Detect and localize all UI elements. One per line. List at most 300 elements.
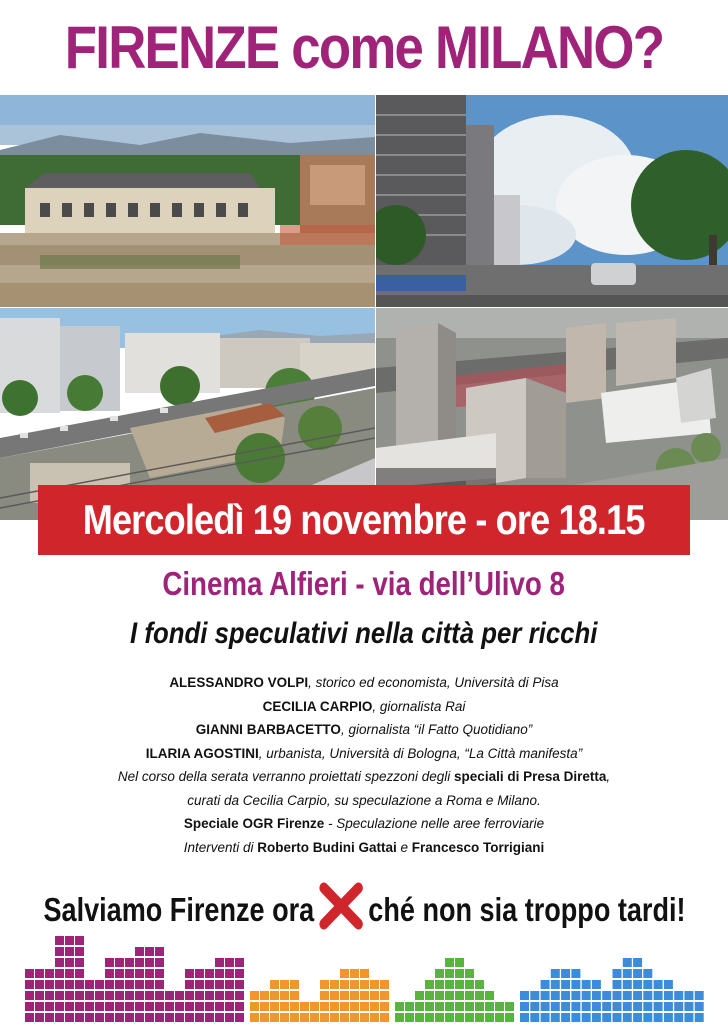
- skyline-block: [633, 958, 642, 967]
- skyline-block: [45, 1013, 54, 1022]
- note-text-2: curati da Cecilia Carpio, su speculazione a Roma e Milano.: [187, 792, 541, 808]
- skyline-block: [360, 969, 369, 978]
- skyline-block: [551, 1002, 560, 1011]
- skyline-block: [105, 991, 114, 1000]
- speaker-role: , storico ed economista, Università di Pisa: [308, 675, 559, 690]
- note-comma: ,: [606, 769, 611, 784]
- skyline-block: [541, 1013, 550, 1022]
- speaker-role: , urbanista, Università di Bologna, “La Città manifesta”: [258, 745, 583, 761]
- skyline-block: [465, 1002, 474, 1011]
- skyline-block: [455, 969, 464, 978]
- skyline-block: [582, 980, 591, 989]
- skyline-block: [135, 980, 144, 989]
- skyline-block: [115, 1013, 124, 1022]
- skyline-block: [520, 1013, 529, 1022]
- skyline-block: [495, 1002, 504, 1011]
- skyline-block: [455, 1002, 464, 1011]
- skyline-block: [55, 936, 64, 945]
- slogan-left: Salviamo Firenze ora: [42, 891, 314, 928]
- skyline-block: [623, 969, 632, 978]
- skyline-block: [115, 969, 124, 978]
- skyline-block: [260, 1002, 269, 1011]
- skyline-block: [330, 980, 339, 989]
- skyline-block: [350, 991, 359, 1000]
- skyline-block: [35, 991, 44, 1000]
- skyline-block: [613, 969, 622, 978]
- skyline-block: [684, 1002, 693, 1011]
- skyline-block: [270, 1002, 279, 1011]
- skyline-block: [45, 980, 54, 989]
- skyline-block: [571, 1002, 580, 1011]
- skyline-block: [551, 980, 560, 989]
- skyline-block: [633, 980, 642, 989]
- skyline-block: [340, 1002, 349, 1011]
- skyline-block: [455, 980, 464, 989]
- skyline-block: [25, 980, 34, 989]
- skyline-block: [215, 958, 224, 967]
- skyline-block: [674, 991, 683, 1000]
- intervention-name-1: Roberto Budini Gattai: [257, 839, 397, 855]
- skyline-block: [35, 969, 44, 978]
- skyline-block: [135, 1002, 144, 1011]
- skyline-block: [280, 980, 289, 989]
- skyline-block: [75, 958, 84, 967]
- skyline-block: [125, 1013, 134, 1022]
- speaker-role: , giornalista “il Fatto Quotidiano”: [340, 722, 533, 737]
- skyline-block: [643, 969, 652, 978]
- skyline-block: [530, 1013, 539, 1022]
- skyline-block: [320, 991, 329, 1000]
- skyline-block: [475, 980, 484, 989]
- skyline-block: [105, 980, 114, 989]
- skyline-block: [340, 1013, 349, 1022]
- skyline-block: [551, 1013, 560, 1022]
- skyline-block: [643, 1013, 652, 1022]
- skyline-block: [582, 1002, 591, 1011]
- skyline-block: [135, 991, 144, 1000]
- screening-note-line2: [0, 789, 728, 813]
- skyline-block: [215, 980, 224, 989]
- screening-note: [0, 765, 728, 789]
- skyline-block: [330, 1002, 339, 1011]
- venue-text: Cinema Alfieri - via dell’Ulivo 8: [162, 565, 566, 602]
- skyline-block: [95, 980, 104, 989]
- skyline-block: [380, 1002, 389, 1011]
- skyline-block: [55, 1002, 64, 1011]
- skyline-block: [592, 1002, 601, 1011]
- skyline-block: [145, 969, 154, 978]
- skyline-block: [465, 991, 474, 1000]
- speaker-name: ALESSANDRO VOLPI: [169, 675, 309, 690]
- skyline-block: [155, 991, 164, 1000]
- skyline-block: [175, 991, 184, 1000]
- skyline-block: [225, 991, 234, 1000]
- skyline-block: [125, 958, 134, 967]
- skyline-block: [270, 991, 279, 1000]
- skyline-block: [684, 1013, 693, 1022]
- date-banner: [38, 485, 690, 555]
- skyline-block: [135, 969, 144, 978]
- skyline-block: [465, 1013, 474, 1022]
- skyline-block: [370, 1013, 379, 1022]
- venue-line: [0, 562, 728, 606]
- skyline-block: [185, 969, 194, 978]
- skyline-block: [475, 1002, 484, 1011]
- photo-collage: [0, 95, 728, 520]
- skyline-block: [105, 1002, 114, 1011]
- skyline-block: [435, 991, 444, 1000]
- skyline-block: [185, 980, 194, 989]
- skyline-block: [215, 991, 224, 1000]
- skyline-block: [571, 991, 580, 1000]
- skyline-block: [145, 1002, 154, 1011]
- skyline-block: [551, 969, 560, 978]
- slogan-right: ché non sia troppo tardi!: [367, 891, 686, 928]
- skyline-block: [415, 1002, 424, 1011]
- speaker-name: ILARIA AGOSTINI: [145, 745, 259, 761]
- skyline-block: [435, 1013, 444, 1022]
- speaker-name: GIANNI BARBACETTO: [195, 722, 341, 737]
- note-text: Nel corso della serata verranno proiettati spezzoni degli: [117, 769, 455, 784]
- skyline-block: [643, 1002, 652, 1011]
- skyline-block: [55, 1013, 64, 1022]
- skyline-block: [65, 991, 74, 1000]
- skyline-block: [530, 1002, 539, 1011]
- skyline-block: [613, 1013, 622, 1022]
- skyline-block: [205, 1002, 214, 1011]
- skyline-block: [205, 991, 214, 1000]
- skyline-block: [520, 1002, 529, 1011]
- skyline-block: [145, 991, 154, 1000]
- skyline-block: [45, 969, 54, 978]
- skyline-block: [95, 1013, 104, 1022]
- skyline-block: [75, 991, 84, 1000]
- skyline-block: [300, 1013, 309, 1022]
- skyline-block: [350, 1002, 359, 1011]
- skyline-block: [65, 958, 74, 967]
- skyline-block: [475, 991, 484, 1000]
- photo-modern-street: [376, 95, 728, 307]
- skyline-block: [582, 1013, 591, 1022]
- skyline-block: [95, 1002, 104, 1011]
- skyline-block: [85, 1013, 94, 1022]
- skyline-block: [225, 1002, 234, 1011]
- skyline-block: [415, 1013, 424, 1022]
- skyline-block: [360, 1002, 369, 1011]
- skyline-block: [125, 1002, 134, 1011]
- skyline-block: [623, 991, 632, 1000]
- skyline-block: [145, 947, 154, 956]
- skyline-block: [225, 969, 234, 978]
- skyline-block: [75, 947, 84, 956]
- skyline-block: [155, 1013, 164, 1022]
- note-highlight: speciali di Presa Diretta: [454, 769, 607, 784]
- skyline-block: [175, 1013, 184, 1022]
- skyline-block: [205, 969, 214, 978]
- skyline-block: [290, 980, 299, 989]
- skyline-block: [235, 991, 244, 1000]
- skyline-block: [380, 1013, 389, 1022]
- skyline-block: [205, 980, 214, 989]
- skyline-block: [541, 991, 550, 1000]
- skyline-block: [465, 969, 474, 978]
- skyline-block: [465, 980, 474, 989]
- skyline-block: [340, 969, 349, 978]
- skyline-block: [370, 991, 379, 1000]
- skyline-block: [235, 969, 244, 978]
- skyline-block: [250, 1013, 259, 1022]
- skyline-block: [300, 1002, 309, 1011]
- intervention-name-2: Francesco Torrigiani: [411, 839, 545, 855]
- skyline-block: [155, 980, 164, 989]
- skyline-block: [350, 980, 359, 989]
- skyline-block: [530, 991, 539, 1000]
- skyline-block: [425, 980, 434, 989]
- skyline-block: [571, 1013, 580, 1022]
- skyline-block: [664, 980, 673, 989]
- skyline-block: [105, 958, 114, 967]
- skyline-block: [270, 1013, 279, 1022]
- skyline-block: [684, 991, 693, 1000]
- skyline-block: [250, 1002, 259, 1011]
- skyline-block: [145, 958, 154, 967]
- skyline-block: [320, 980, 329, 989]
- skyline-block: [280, 991, 289, 1000]
- skyline-block: [55, 947, 64, 956]
- skyline-block: [571, 969, 580, 978]
- skyline-block: [105, 969, 114, 978]
- skyline-block: [445, 980, 454, 989]
- subtitle-text: I fondi speculativi nella città per ricchi: [130, 617, 598, 650]
- skyline-block: [495, 1013, 504, 1022]
- skyline-block: [155, 1002, 164, 1011]
- skyline-block: [225, 980, 234, 989]
- skyline-block: [25, 969, 34, 978]
- skyline-block: [695, 1002, 704, 1011]
- skyline-block: [425, 991, 434, 1000]
- skyline-block: [290, 991, 299, 1000]
- skyline-block: [125, 980, 134, 989]
- skyline-block: [55, 958, 64, 967]
- skyline-block: [582, 991, 591, 1000]
- skyline-block: [235, 1002, 244, 1011]
- skyline-block: [235, 958, 244, 967]
- skyline-block: [25, 1013, 34, 1022]
- skyline-block: [85, 1002, 94, 1011]
- skyline-block: [185, 1002, 194, 1011]
- interventions-and: e: [396, 839, 412, 855]
- skyline-block: [290, 1013, 299, 1022]
- skyline-block: [165, 1013, 174, 1022]
- skyline-block: [45, 991, 54, 1000]
- skyline-block: [270, 980, 279, 989]
- skyline-block: [520, 991, 529, 1000]
- skyline-block: [445, 969, 454, 978]
- skyline-block: [65, 947, 74, 956]
- skyline-block: [115, 1002, 124, 1011]
- skyline-block: [380, 980, 389, 989]
- skyline-block: [654, 991, 663, 1000]
- skyline-block: [695, 991, 704, 1000]
- skyline-block: [551, 991, 560, 1000]
- skyline-block: [55, 969, 64, 978]
- skyline-block: [185, 1013, 194, 1022]
- skyline-block: [561, 980, 570, 989]
- skyline-block: [260, 991, 269, 1000]
- skyline-block: [602, 1002, 611, 1011]
- skyline-block: [330, 1013, 339, 1022]
- skyline-block: [633, 991, 642, 1000]
- skyline-block: [592, 980, 601, 989]
- speaker-line: [0, 695, 728, 719]
- skyline-block: [505, 1002, 514, 1011]
- skyline-block: [485, 1002, 494, 1011]
- date-text: Mercoledì 19 novembre - ore 18.15: [83, 496, 645, 543]
- skyline-block: [235, 1013, 244, 1022]
- skyline-block: [310, 1002, 319, 1011]
- speaker-line: [0, 742, 728, 766]
- skyline-block: [561, 991, 570, 1000]
- skyline-block: [633, 969, 642, 978]
- skyline-block: [435, 980, 444, 989]
- skyline-block: [280, 1002, 289, 1011]
- skyline-block: [592, 1013, 601, 1022]
- skyline-block: [350, 969, 359, 978]
- skyline-block: [35, 980, 44, 989]
- skyline-block: [613, 1002, 622, 1011]
- skyline-block: [643, 991, 652, 1000]
- skyline-block: [435, 1002, 444, 1011]
- skyline-block: [75, 1013, 84, 1022]
- skyline-block: [195, 1002, 204, 1011]
- speaker-name: CECILIA CARPIO: [262, 698, 373, 714]
- skyline-block: [425, 1013, 434, 1022]
- skyline-block: [115, 980, 124, 989]
- interventions-line: [0, 836, 728, 860]
- skyline-block: [623, 1002, 632, 1011]
- skyline-block: [561, 1013, 570, 1022]
- skyline-block: [395, 1002, 404, 1011]
- skyline-block: [350, 1013, 359, 1022]
- skyline-block: [320, 1013, 329, 1022]
- skyline-block: [215, 1013, 224, 1022]
- skyline-block: [415, 991, 424, 1000]
- skyline-block: [561, 969, 570, 978]
- skyline-block: [340, 991, 349, 1000]
- skyline-block: [75, 936, 84, 945]
- special-desc: - Speculazione nelle aree ferroviarie: [324, 816, 545, 831]
- skyline-block: [135, 1013, 144, 1022]
- skyline-block: [571, 980, 580, 989]
- skyline-block: [145, 1013, 154, 1022]
- skyline-block: [135, 958, 144, 967]
- skyline-block: [654, 1013, 663, 1022]
- skyline-block: [654, 980, 663, 989]
- speaker-line: [0, 671, 728, 695]
- skyline-block: [425, 1002, 434, 1011]
- skyline-block: [405, 1013, 414, 1022]
- skyline-block: [195, 991, 204, 1000]
- skyline-block: [95, 991, 104, 1000]
- skyline-block: [205, 1013, 214, 1022]
- skyline-block: [115, 991, 124, 1000]
- skyline-block: [623, 958, 632, 967]
- event-subtitle: [0, 612, 728, 656]
- skyline-block: [330, 991, 339, 1000]
- skyline-block: [85, 980, 94, 989]
- skyline-block: [395, 1013, 404, 1022]
- skyline-block: [695, 1013, 704, 1022]
- skyline-block: [35, 1002, 44, 1011]
- special-line: [0, 812, 728, 836]
- skyline-block: [664, 1002, 673, 1011]
- skyline-block: [592, 991, 601, 1000]
- skyline-block: [75, 980, 84, 989]
- skyline-block: [125, 969, 134, 978]
- interventions-label: Interventi di: [183, 839, 258, 855]
- skyline-block: [65, 980, 74, 989]
- skyline-block: [340, 980, 349, 989]
- skyline-block: [505, 1013, 514, 1022]
- skyline-block: [25, 1002, 34, 1011]
- skyline-block: [405, 1002, 414, 1011]
- skyline-block: [664, 991, 673, 1000]
- skyline-block: [613, 980, 622, 989]
- skyline-block: [65, 969, 74, 978]
- skyline-block: [455, 958, 464, 967]
- skyline-block: [602, 1013, 611, 1022]
- skyline-block: [55, 991, 64, 1000]
- skyline-block: [65, 1002, 74, 1011]
- skyline-block: [475, 1013, 484, 1022]
- skyline-block: [145, 980, 154, 989]
- skyline-block: [654, 1002, 663, 1011]
- skyline-block: [215, 969, 224, 978]
- skyline-block: [633, 1002, 642, 1011]
- skyline-block: [105, 1013, 114, 1022]
- skyline-block: [35, 1013, 44, 1022]
- skyline-block: [664, 1013, 673, 1022]
- skyline-block: [360, 980, 369, 989]
- skyline-block: [370, 980, 379, 989]
- skyline-block: [380, 991, 389, 1000]
- skyline-block: [75, 969, 84, 978]
- photo-abandoned-warehouse: [0, 95, 375, 307]
- speakers-list: [0, 671, 728, 859]
- skyline-block: [541, 980, 550, 989]
- poster-title: FIRENZE come MILANO?: [64, 14, 664, 81]
- skyline-block: [310, 1013, 319, 1022]
- special-title: Speciale OGR Firenze: [183, 816, 325, 831]
- skyline-block: [623, 980, 632, 989]
- speaker-line: [0, 718, 728, 742]
- skyline-block: [445, 1002, 454, 1011]
- skyline-block: [455, 1013, 464, 1022]
- skyline-block: [115, 958, 124, 967]
- skyline-block: [235, 980, 244, 989]
- skyline-block: [135, 947, 144, 956]
- skyline-block: [185, 991, 194, 1000]
- skyline-block: [195, 969, 204, 978]
- skyline-block: [360, 1013, 369, 1022]
- skyline-block: [25, 991, 34, 1000]
- skyline-block: [445, 958, 454, 967]
- skyline-block: [165, 1002, 174, 1011]
- speaker-role: , giornalista Rai: [372, 698, 466, 714]
- skyline-block: [125, 991, 134, 1000]
- skyline-block: [360, 991, 369, 1000]
- skyline-block: [290, 1002, 299, 1011]
